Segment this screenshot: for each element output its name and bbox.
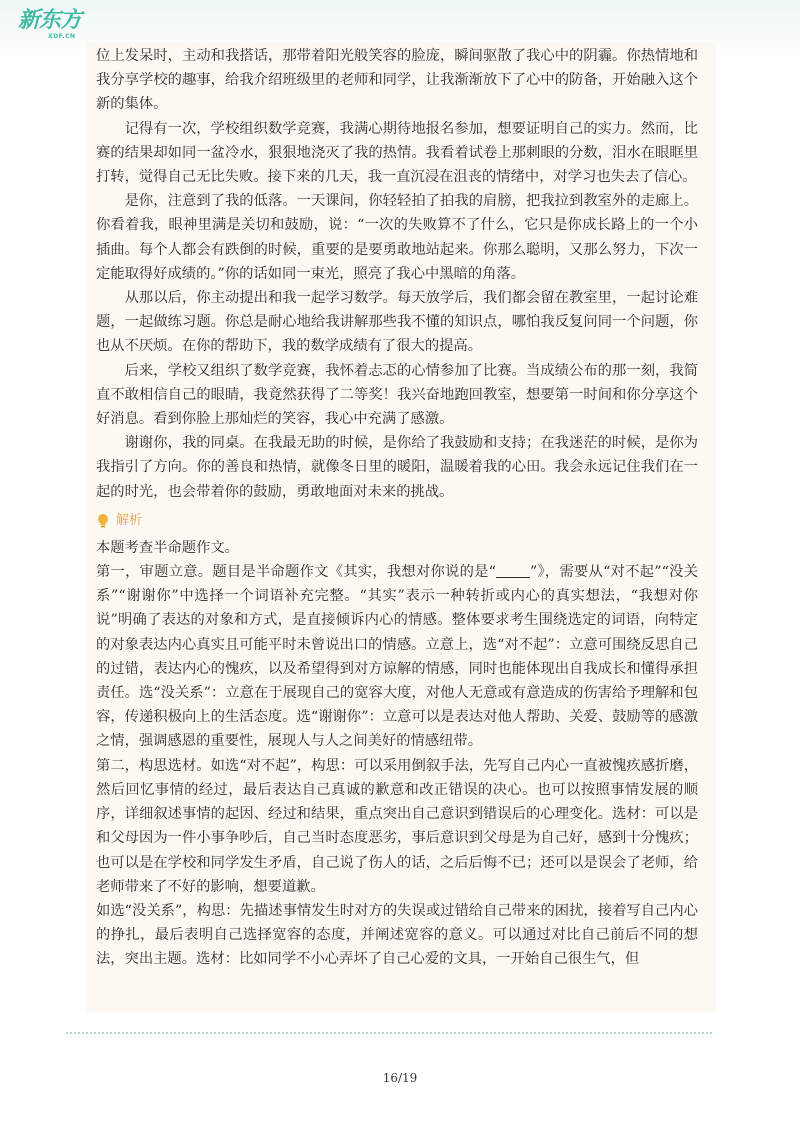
analysis-text: ”》，需要从“对不起”“没关系”“谢谢你”中选择一个词语补充完整。“其实”表示一种转折或内心的真实想法，“我想对你说”明确了表达的对象和方式，是直接倾诉内心的情感。整体要求考生围绕选定的词语，向特定的对象表达内心真实且可能平时未曾说出口的情感。立意上，选“对不起”：立意可围绕反思自己的过错，表达内心的愧疚，以及希望得到对方谅解的情感，同时也能体现出自我成长和懂得承担责任。选“没关系”：立意在于展现自己的宽容大度，对他人无意或有意造成的伤害给予理解和包容，传递积极向上的生活态度。选“谢谢你”：立意可以是表达对他人帮助、关爱、鼓励等的感激之情，强调感恩的重要性，展现人与人之间美好的情感纽带。 [96,564,698,750]
logo-text: 新东方 [18,8,82,33]
essay-paragraph: 记得有一次，学校组织数学竞赛，我满心期待地报名参加，想要证明自己的实力。然而，比赛的结果却如同一盆冷水，狠狠地浇灭了我的热情。我看着试卷上那刺眼的分数，泪水在眼眶里打转，觉得自己无比失败。接下来的几天，我一直沉浸在沮丧的情绪中，对学习也失去了信心。 [96,120,698,186]
essay-paragraph: 从那以后，你主动提出和我一起学习数学。每天放学后，我们都会留在教室里，一起讨论难题，一起做练习题。你总是耐心地给我讲解那些我不懂的知识点，哪怕我反复问同一个问题，你也从不厌烦。在你的帮助下，我的数学成绩有了很大的提高。 [96,290,698,355]
essay-paragraph: 后来，学校又组织了数学竞赛，我怀着忐忑的心情参加了比赛。当成绩公布的那一刻，我简直不敢相信自己的眼睛，我竟然获得了二等奖！我兴奋地跑回教室，想要第一时间和你分享这个好消息。看到你脸上那灿烂的笑容，我心中充满了感激。 [96,362,698,428]
essay-paragraph: 位上发呆时，主动和我搭话，那带着阳光般笑容的脸庞，瞬间驱散了我心中的阴霾。你热情地和我分享学校的趣事，给我介绍班级里的老师和同学，让我渐渐放下了心中的防备，开始融入这个新的集体。 [96,48,698,113]
document-body [96,44,698,972]
analysis-paragraph-2: 第二，构思选材。如选“对不起”，构思：可以采用倒叙手法，先写自己内心一直被愧疚感折磨，然后回忆事情的经过，最后表达自己真诚的歉意和改正错误的决心。也可以按照事情发展的顺序，详细叙述事情的起因、经过和结果，重点突出自己意识到错误后的心理变化。选材：可以是和父母因为一件小事争吵后，自己当时态度恶劣，事后意识到父母是为自己好，感到十分愧疚；也可以是在学校和同学发生矛盾，自己说了伤人的话，之后后悔不已；还可以是误会了老师，给老师带来了不好的影响，想要道歉。 [96,757,698,895]
analysis-text: 第一，审题立意。题目是半命题作文《其实，我想对你说的是“ [96,564,496,581]
essay-paragraph: 谢谢你，我的同桌。在我最无助的时候，是你给了我鼓励和支持；在我迷茫的时候，是你为我指引了方向。你的善良和热情，就像冬日里的暖阳，温暖着我的心田。我会永远记住我们在一起的时光，也会带着你的鼓励，勇敢地面对未来的挑战。 [96,435,698,500]
logo-subtext: XDF.CN [48,33,76,40]
footer-divider [66,1032,712,1034]
lightbulb-icon [96,513,110,529]
page-number: 16/19 [382,1071,418,1085]
analysis-intro: 本题考查半命题作文。 [96,539,239,556]
fill-in-blank [496,563,530,578]
analysis-paragraph-1 [96,560,698,754]
essay-paragraph: 是你，注意到了我的低落。一天课间，你轻轻拍了拍我的肩膀，把我拉到教室外的走廊上。你看着我，眼神里满是关切和鼓励，说：“一次的失败算不了什么，它只是你成长路上的一个小插曲。每个人都会有跌倒的时候，重要的是要勇敢地站起来。你那么聪明，又那么努力，下次一定能取得好成绩的。”你的话如同一束光，照亮了我心中黑暗的角落。 [96,193,698,282]
analysis-paragraph-3: 如选“没关系”，构思：先描述事情发生时对方的失误或过错给自己带来的困扰，接着写自己内心的挣扎，最后表明自己选择宽容的态度，并阐述宽容的意义。可以通过对比自己前后不同的想法，突出主题。选材：比如同学不小心弄坏了自己心爱的文具，一开始自己很生气，但 [96,902,698,968]
brand-logo [18,8,88,48]
analysis-label: 解析 [116,512,143,528]
analysis-heading [96,506,698,536]
